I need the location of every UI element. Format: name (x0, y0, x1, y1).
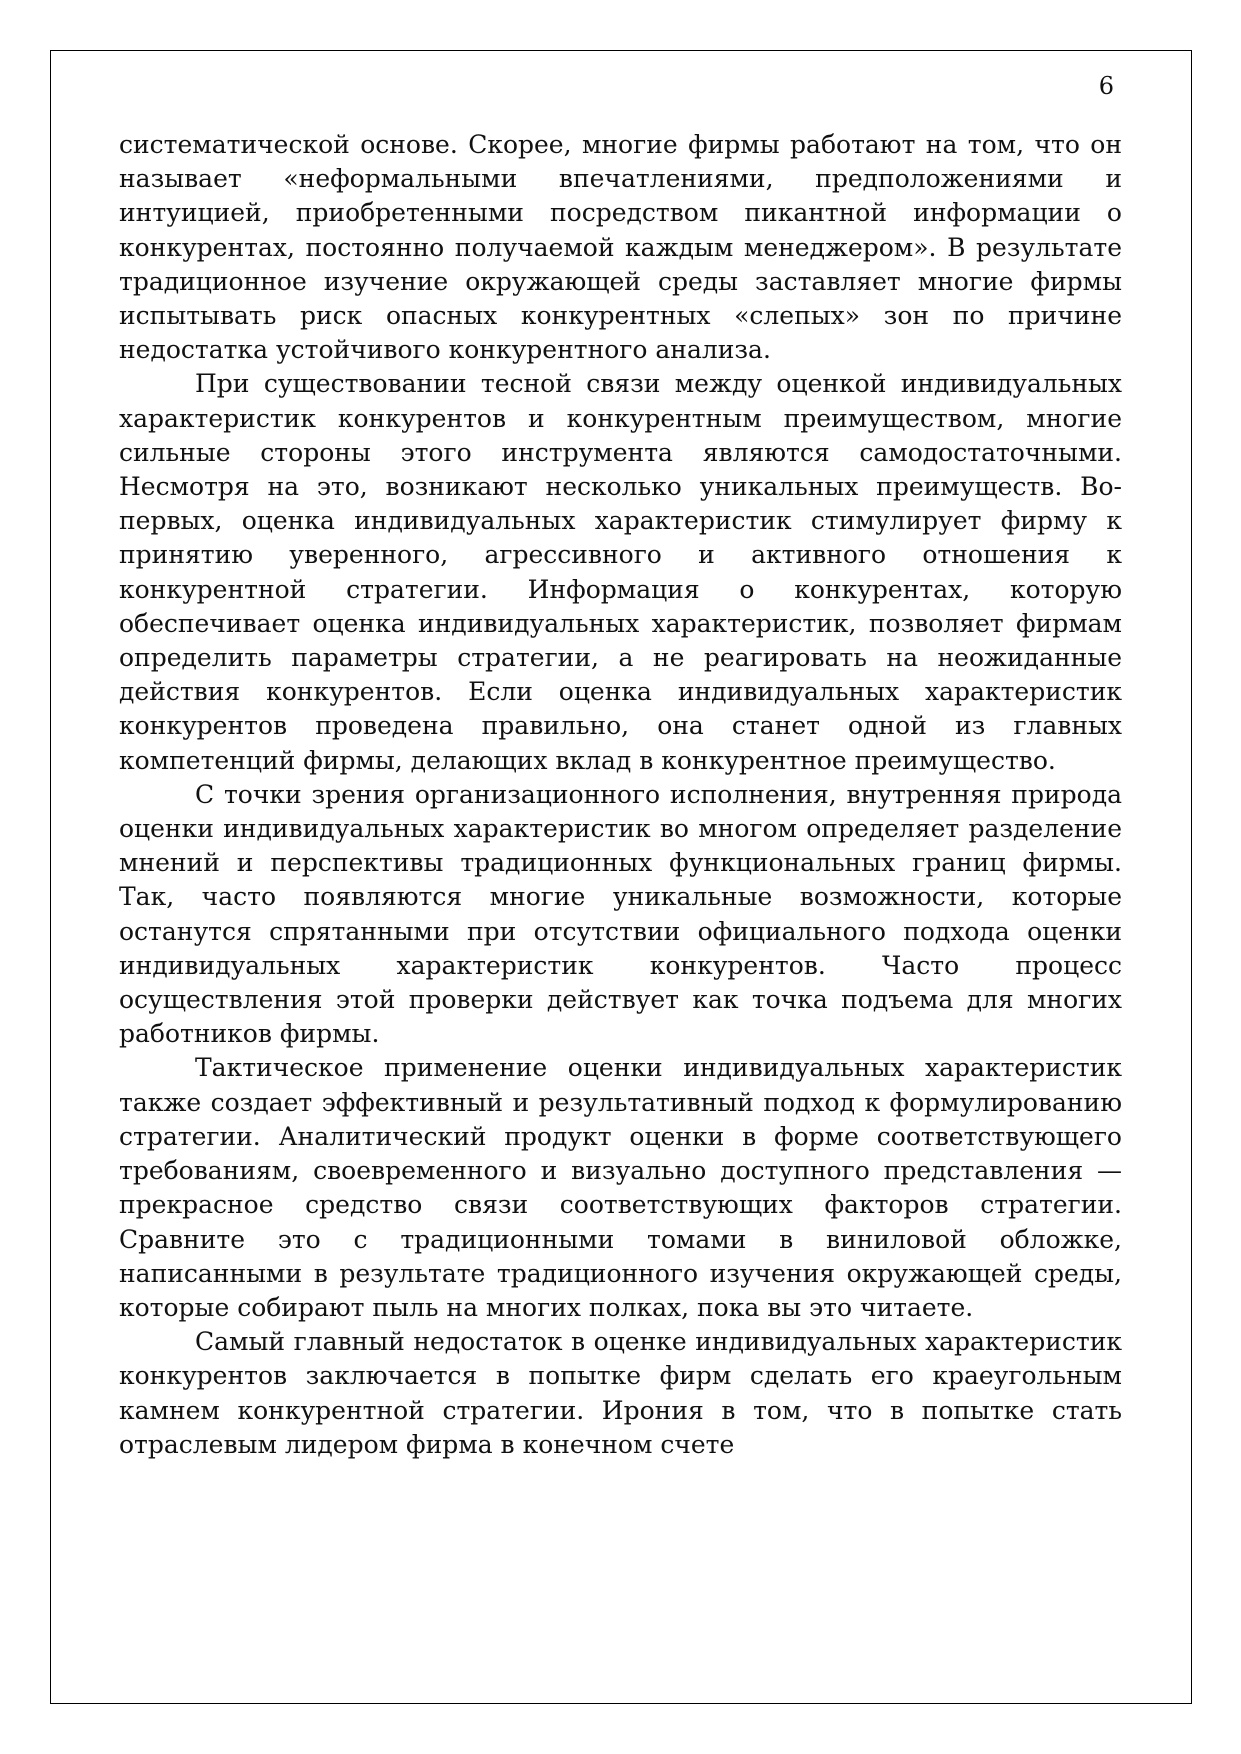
page-number: 6 (1098, 72, 1114, 100)
paragraph-continued: систематической основе. Скорее, многие фирмы работают на том, что он называет «неформальными впечатлениями, предположениями и интуицией, приобретенными посредством пикантной информации о конкурентах, постоянно получаемой каждым менеджером». В результате традиционное изучение окружающей среды заставляет многие фирмы испытывать риск опасных конкурентных «слепых» зон по причине недостатка устойчивого конкурентного анализа. (119, 130, 1122, 365)
paragraph: С точки зрения организационного исполнения, внутренняя природа оценки индивидуальных характеристик во многом определяет разделение мнений и перспективы традиционных функциональных границ фирмы. Так, часто появляются многие уникальные возможности, которые останутся спрятанными при отсутствии официального подхода оценки индивидуальных характеристик конкурентов. Часто процесс осуществления этой проверки действует как точка подъема для многих работников фирмы. (119, 779, 1122, 1049)
paragraph: Самый главный недостаток в оценке индивидуальных характеристик конкурентов заключается в попытке фирм сделать его краеугольным камнем конкурентной стратегии. Ирония в том, что в попытке стать отраслевым лидером фирма в конечном счете (119, 1327, 1122, 1459)
paragraph: Тактическое применение оценки индивидуальных характеристик также создает эффективный и результативный подход к формулированию стратегии. Аналитический продукт оценки в форме соответствующего требованиям, своевременного и визуально доступного представления — прекрасное средство связи соответствующих факторов стратегии. Сравните это с традиционными томами в виниловой обложке, написанными в результате традиционного изучения окружающей среды, которые собирают пыль на многих полках, пока вы это читаете. (119, 1053, 1122, 1322)
body-text (119, 128, 1122, 1462)
paragraph: При существовании тесной связи между оценкой индивидуальных характеристик конкурентов и конкурентным преимуществом, многие сильные стороны этого инструмента являются самодостаточными. Несмотря на это, возникают несколько уникальных преимуществ. Во-первых, оценка индивидуальных характеристик стимулирует фирму к принятию уверенного, агрессивного и активного отношения к конкурентной стратегии. Информация о конкурентах, которую обеспечивает оценка индивидуальных характеристик, позволяет фирмам определить параметры стратегии, а не реагировать на неожиданные действия конкурентов. Если оценка индивидуальных характеристик конкурентов проведена правильно, она станет одной из главных компетенций фирмы, делающих вклад в конкурентное преимущество. (119, 369, 1122, 775)
